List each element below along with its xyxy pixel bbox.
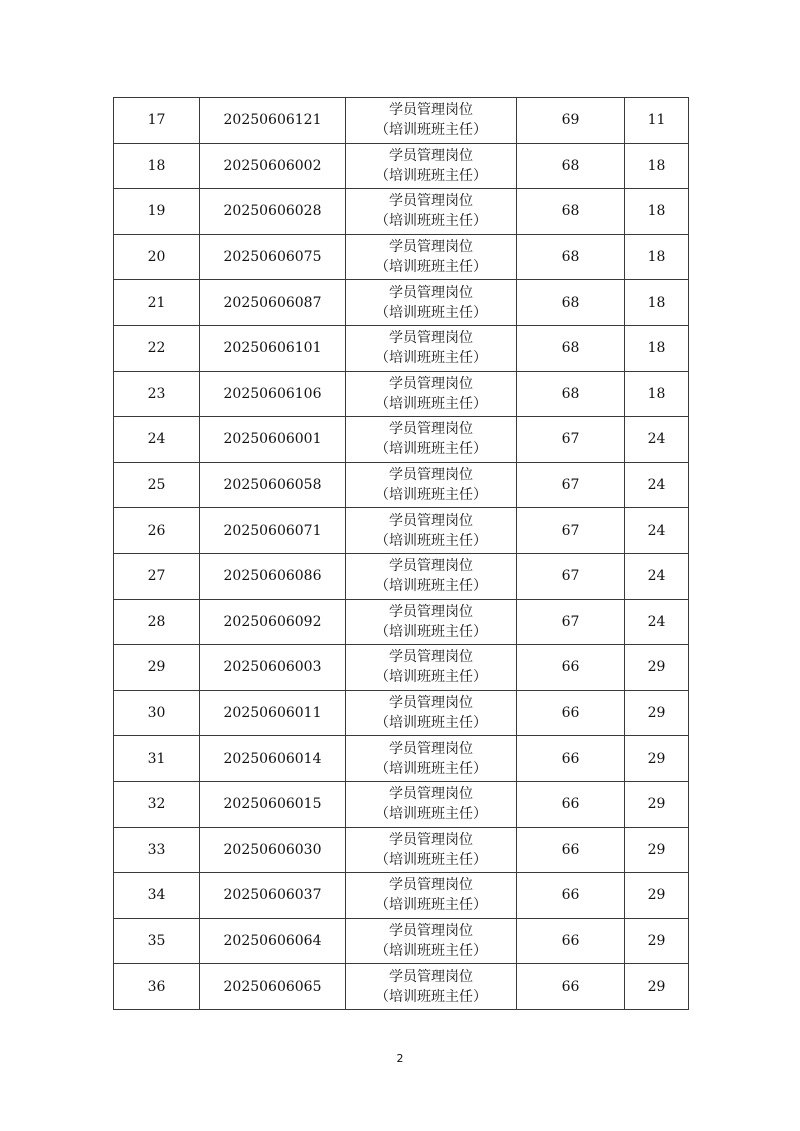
seq-cell: 32: [114, 781, 200, 827]
seq-cell: 31: [114, 736, 200, 782]
table-row: [114, 553, 689, 599]
post-cell: [346, 873, 517, 919]
post-cell: [346, 189, 517, 235]
seq-cell: 26: [114, 508, 200, 554]
table-row: [114, 189, 689, 235]
post-name: 学员管理岗位: [389, 695, 473, 712]
rank-cell: 24: [625, 599, 689, 645]
table-row: [114, 371, 689, 417]
seq-cell: 30: [114, 690, 200, 736]
table-row: [114, 325, 689, 371]
post-subtitle: （培训班班主任）: [375, 259, 487, 276]
seq-cell: 21: [114, 280, 200, 326]
rank-cell: 18: [625, 234, 689, 280]
post-name: 学员管理岗位: [389, 649, 473, 666]
seq-cell: 20: [114, 234, 200, 280]
table-row: [114, 462, 689, 508]
rank-cell: 24: [625, 462, 689, 508]
post-subtitle: （培训班班主任）: [375, 669, 487, 686]
post-name: 学员管理岗位: [389, 239, 473, 256]
rank-cell: 18: [625, 325, 689, 371]
post-subtitle: （培训班班主任）: [375, 350, 487, 367]
exam-number-cell: 20250606014: [200, 736, 346, 782]
post-name: 学员管理岗位: [389, 740, 473, 757]
table-row: [114, 964, 689, 1010]
post-name: 学员管理岗位: [389, 877, 473, 894]
post-cell: [346, 143, 517, 189]
score-cell: 68: [517, 325, 625, 371]
exam-number-cell: 20250606001: [200, 417, 346, 463]
rank-cell: 18: [625, 189, 689, 235]
post-cell: [346, 280, 517, 326]
seq-cell: 18: [114, 143, 200, 189]
score-cell: 66: [517, 873, 625, 919]
seq-cell: 22: [114, 325, 200, 371]
exam-number-cell: 20250606101: [200, 325, 346, 371]
seq-cell: 17: [114, 98, 200, 144]
table-row: [114, 827, 689, 873]
post-name: 学员管理岗位: [389, 786, 473, 803]
post-subtitle: （培训班班主任）: [375, 487, 487, 504]
post-name: 学员管理岗位: [389, 147, 473, 164]
score-cell: 66: [517, 964, 625, 1010]
post-name: 学员管理岗位: [389, 284, 473, 301]
table-row: [114, 918, 689, 964]
seq-cell: 25: [114, 462, 200, 508]
rank-cell: 18: [625, 371, 689, 417]
score-cell: 66: [517, 690, 625, 736]
rank-cell: 24: [625, 417, 689, 463]
post-cell: [346, 98, 517, 144]
post-cell: [346, 964, 517, 1010]
post-cell: [346, 645, 517, 691]
exam-number-cell: 20250606011: [200, 690, 346, 736]
score-cell: 67: [517, 417, 625, 463]
post-subtitle: （培训班班主任）: [375, 213, 487, 230]
exam-number-cell: 20250606015: [200, 781, 346, 827]
score-cell: 67: [517, 553, 625, 599]
table-row: [114, 143, 689, 189]
post-cell: [346, 827, 517, 873]
post-name: 学员管理岗位: [389, 330, 473, 347]
rank-cell: 29: [625, 736, 689, 782]
post-name: 学员管理岗位: [389, 102, 473, 119]
seq-cell: 36: [114, 964, 200, 1010]
score-cell: 66: [517, 827, 625, 873]
post-subtitle: （培训班班主任）: [375, 122, 487, 139]
page-number: 2: [396, 1052, 404, 1065]
rank-cell: 18: [625, 280, 689, 326]
post-cell: [346, 736, 517, 782]
post-subtitle: （培训班班主任）: [375, 304, 487, 321]
rank-cell: 18: [625, 143, 689, 189]
score-cell: 68: [517, 234, 625, 280]
rank-cell: 11: [625, 98, 689, 144]
post-subtitle: （培训班班主任）: [375, 167, 487, 184]
post-cell: [346, 417, 517, 463]
post-subtitle: （培训班班主任）: [375, 441, 487, 458]
score-cell: 67: [517, 462, 625, 508]
seq-cell: 19: [114, 189, 200, 235]
post-name: 学员管理岗位: [389, 512, 473, 529]
exam-number-cell: 20250606065: [200, 964, 346, 1010]
exam-number-cell: 20250606121: [200, 98, 346, 144]
exam-number-cell: 20250606030: [200, 827, 346, 873]
score-table: [113, 97, 689, 1010]
score-cell: 68: [517, 280, 625, 326]
rank-cell: 29: [625, 964, 689, 1010]
post-cell: [346, 918, 517, 964]
exam-number-cell: 20250606003: [200, 645, 346, 691]
table-row: [114, 873, 689, 919]
table-row: [114, 736, 689, 782]
post-cell: [346, 508, 517, 554]
post-name: 学员管理岗位: [389, 968, 473, 985]
table-row: [114, 98, 689, 144]
post-cell: [346, 234, 517, 280]
seq-cell: 28: [114, 599, 200, 645]
post-name: 学员管理岗位: [389, 603, 473, 620]
table-row: [114, 645, 689, 691]
post-subtitle: （培训班班主任）: [375, 988, 487, 1005]
score-cell: 68: [517, 189, 625, 235]
exam-number-cell: 20250606002: [200, 143, 346, 189]
rank-cell: 29: [625, 873, 689, 919]
score-cell: 68: [517, 143, 625, 189]
rank-cell: 24: [625, 553, 689, 599]
seq-cell: 27: [114, 553, 200, 599]
post-name: 学员管理岗位: [389, 421, 473, 438]
post-name: 学员管理岗位: [389, 375, 473, 392]
table-row: [114, 417, 689, 463]
table-row: [114, 234, 689, 280]
table-row: [114, 690, 689, 736]
post-cell: [346, 371, 517, 417]
post-subtitle: （培训班班主任）: [375, 806, 487, 823]
exam-number-cell: 20250606058: [200, 462, 346, 508]
exam-number-cell: 20250606064: [200, 918, 346, 964]
post-name: 学员管理岗位: [389, 467, 473, 484]
post-cell: [346, 553, 517, 599]
exam-number-cell: 20250606106: [200, 371, 346, 417]
seq-cell: 35: [114, 918, 200, 964]
post-subtitle: （培训班班主任）: [375, 623, 487, 640]
post-subtitle: （培训班班主任）: [375, 851, 487, 868]
rank-cell: 29: [625, 918, 689, 964]
post-subtitle: （培训班班主任）: [375, 760, 487, 777]
seq-cell: 29: [114, 645, 200, 691]
score-cell: 66: [517, 645, 625, 691]
table-row: [114, 599, 689, 645]
exam-number-cell: 20250606092: [200, 599, 346, 645]
table-body: [114, 98, 689, 1010]
post-name: 学员管理岗位: [389, 558, 473, 575]
table-row: [114, 781, 689, 827]
exam-number-cell: 20250606075: [200, 234, 346, 280]
post-subtitle: （培训班班主任）: [375, 578, 487, 595]
rank-cell: 29: [625, 781, 689, 827]
exam-number-cell: 20250606037: [200, 873, 346, 919]
rank-cell: 29: [625, 690, 689, 736]
score-cell: 68: [517, 371, 625, 417]
exam-number-cell: 20250606086: [200, 553, 346, 599]
post-subtitle: （培训班班主任）: [375, 532, 487, 549]
seq-cell: 23: [114, 371, 200, 417]
post-cell: [346, 325, 517, 371]
rank-cell: 24: [625, 508, 689, 554]
seq-cell: 33: [114, 827, 200, 873]
score-cell: 66: [517, 736, 625, 782]
post-subtitle: （培训班班主任）: [375, 715, 487, 732]
score-cell: 69: [517, 98, 625, 144]
table-row: [114, 280, 689, 326]
rank-cell: 29: [625, 827, 689, 873]
score-cell: 67: [517, 599, 625, 645]
post-cell: [346, 781, 517, 827]
post-subtitle: （培训班班主任）: [375, 395, 487, 412]
post-cell: [346, 599, 517, 645]
table-row: [114, 508, 689, 554]
exam-number-cell: 20250606028: [200, 189, 346, 235]
post-subtitle: （培训班班主任）: [375, 942, 487, 959]
score-cell: 67: [517, 508, 625, 554]
post-cell: [346, 690, 517, 736]
post-name: 学员管理岗位: [389, 922, 473, 939]
rank-cell: 29: [625, 645, 689, 691]
post-name: 学员管理岗位: [389, 831, 473, 848]
seq-cell: 34: [114, 873, 200, 919]
post-name: 学员管理岗位: [389, 193, 473, 210]
exam-number-cell: 20250606071: [200, 508, 346, 554]
post-subtitle: （培训班班主任）: [375, 897, 487, 914]
score-cell: 66: [517, 918, 625, 964]
seq-cell: 24: [114, 417, 200, 463]
exam-number-cell: 20250606087: [200, 280, 346, 326]
score-cell: 66: [517, 781, 625, 827]
post-cell: [346, 462, 517, 508]
